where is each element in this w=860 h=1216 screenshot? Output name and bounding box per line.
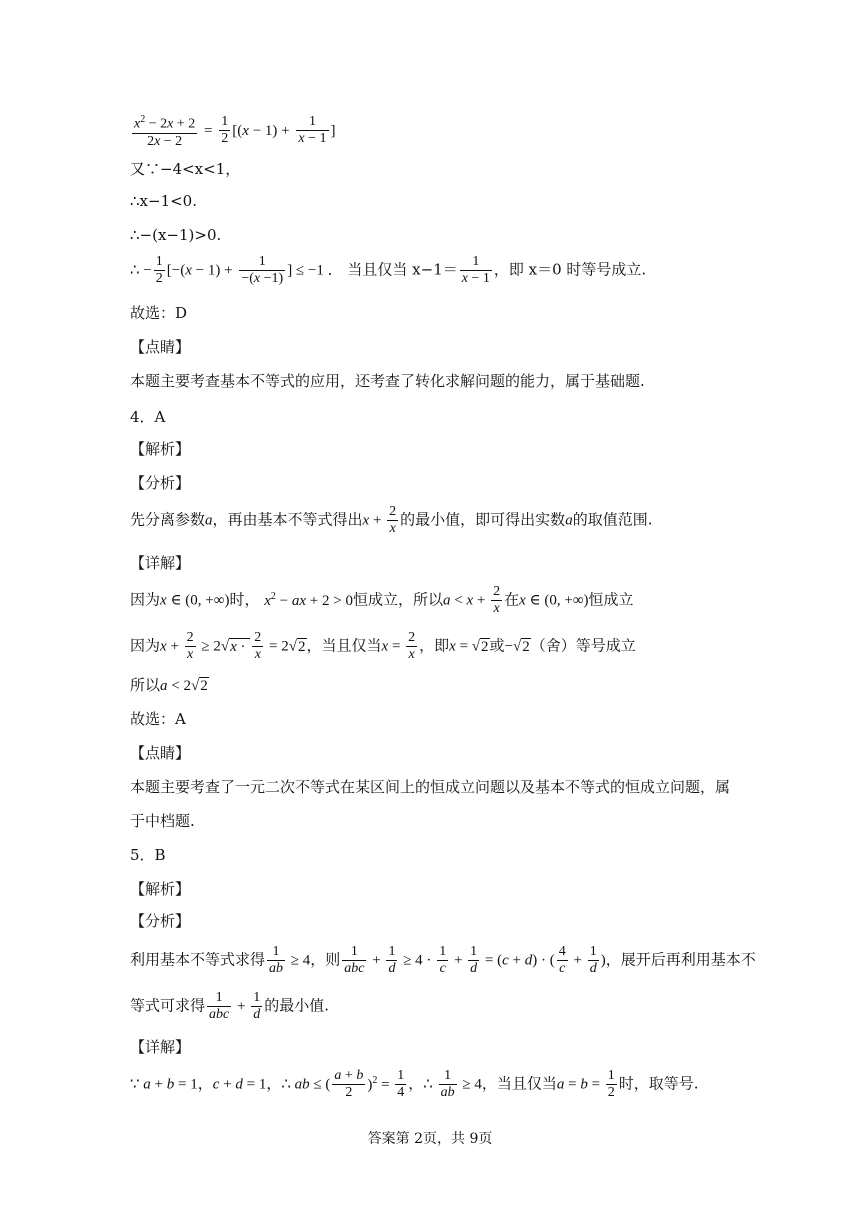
text-fragment: 的最小值.: [264, 996, 329, 1015]
question-number: 4．A: [130, 408, 166, 426]
section-heading: 【分析】: [130, 912, 191, 930]
text-fragment: ，: [197, 1074, 213, 1093]
text-fragment: 因为: [130, 636, 161, 655]
section-heading: 【点睛】: [130, 338, 191, 356]
text-fragment: 先分离参数: [130, 510, 206, 529]
section-heading: 【详解】: [130, 1038, 191, 1056]
text-fragment: ，: [266, 1074, 282, 1093]
section-heading: 【详解】: [130, 554, 191, 572]
section-heading: 【分析】: [130, 474, 191, 492]
question-number: 5．B: [130, 846, 166, 864]
text-fragment: 恒成立: [588, 590, 634, 609]
text-fragment: 等式可求得: [130, 996, 206, 1015]
text-fragment: 时，: [229, 590, 260, 609]
formula-line-16: 所以a < 2√2: [130, 676, 208, 694]
text-line: ∴x−1<0.: [130, 192, 197, 210]
text-fragment: 在: [504, 590, 520, 609]
text-fragment: ，当且仅当: [481, 1074, 557, 1093]
formula-line-14: 因为x ∈ (0, +∞)时， $x^2$ − ax + 2 > 0恒成立，所以a < x + $\frac{2}{x}$ 在x ∈ (0, +∞)恒成立: [130, 584, 634, 616]
text-fragment: ，则: [310, 950, 341, 969]
text-fragment: 或: [489, 636, 505, 655]
text-fragment: （舍）等号成立: [530, 636, 636, 655]
section-heading: 【解析】: [130, 440, 191, 458]
formula-line-25: 等式可求得 $\frac{1}{\text{abc}}$ + $\frac{1}{d}$ 的最小值.: [130, 990, 329, 1022]
text-fragment: ，即 x＝0 时等号成立.: [493, 260, 647, 279]
text-fragment: 的最小值，即可得出实数: [400, 510, 566, 529]
text-line: 于中档题.: [130, 812, 195, 830]
text-fragment: ，: [408, 1074, 424, 1093]
text-fragment: ，再由基本不等式得出: [212, 510, 363, 529]
formula-line-12: 先分离参数a，再由基本不等式得出x + $\frac{2}{x}$ 的最小值，即可得出实数a的取值范围.: [130, 504, 653, 536]
formula-line-5: ∴ − $\frac{1}{2}$ [−(x − 1) + $\frac{1}{-(x -1)}$ ] ≤ −1 ． 当且仅当 x−1＝ $\frac{1}{x - 1}$ ，即 x＝0 时等号成立.: [130, 254, 647, 286]
text-fragment: 当且仅当 x−1＝: [347, 260, 458, 279]
text-line: 故选：A: [130, 710, 186, 728]
section-heading: 【解析】: [130, 880, 191, 898]
formula-line-27: ∵ a + b = 1，c + d = 1，∴ ab ≤ ( $\frac{a + b}{2}$ )$^2$ = $\frac{1}{4}$ ，∴ $\frac{1}{ab}$ ≥ 4，当且仅当a = b = $\frac{1}{2}$ 时，取等号.: [130, 1068, 699, 1100]
text-fragment: ，即: [419, 636, 450, 655]
formula-line-15: 因为x + $\frac{2}{x}$ ≥ 2√x · $\frac{2}{x}$ = 2√2，当且仅当x = $\frac{2}{x}$ ，即x = √2或−√2（舍）等号成立: [130, 630, 636, 662]
text-line: 故选：D: [130, 304, 188, 322]
section-heading: 【点睛】: [130, 744, 191, 762]
text-fragment: 所以: [130, 676, 161, 694]
formula-line-1: $\frac{x^2 - 2x + 2}{2x - 2}$ = $\frac{1}{2}$ [(x − 1) + $\frac{1}{x - 1}$ ]: [134, 114, 336, 149]
text-line: 本题主要考查了一元二次不等式在某区间上的恒成立问题以及基本不等式的恒成立问题，属: [130, 778, 731, 796]
page-footer: 答案第 2页，共 9页: [367, 1131, 493, 1147]
text-fragment: ，展开后再利用基本不: [605, 950, 756, 969]
text-fragment: 的取值范围.: [572, 510, 653, 529]
text-line: 本题主要考查基本不等式的应用，还考查了转化求解问题的能力，属于基础题.: [130, 372, 645, 390]
text-fragment: 恒成立，所以: [352, 590, 443, 609]
text-line: ∴−(x−1)>0.: [130, 226, 222, 244]
text-fragment: 因为: [130, 590, 161, 609]
text-fragment: 时，取等号.: [618, 1074, 699, 1093]
formula-line-24: 利用基本不等式求得 $\frac{1}{ab}$ ≥ 4，则 $\frac{1}{\text{abc}}$ + $\frac{1}{d}$ ≥ 4 · $\frac{1}{c}$ + $\frac{1}{d}$ = (c + d) · ( $\frac{4}{c}$ + $\frac{1}{d}$ )，展开后再利用基本不: [130, 944, 756, 976]
text-fragment: 利用基本不等式求得: [130, 950, 266, 969]
text-fragment: ，当且仅当: [306, 636, 382, 655]
text-line: 又∵−4<x<1，: [130, 160, 241, 178]
